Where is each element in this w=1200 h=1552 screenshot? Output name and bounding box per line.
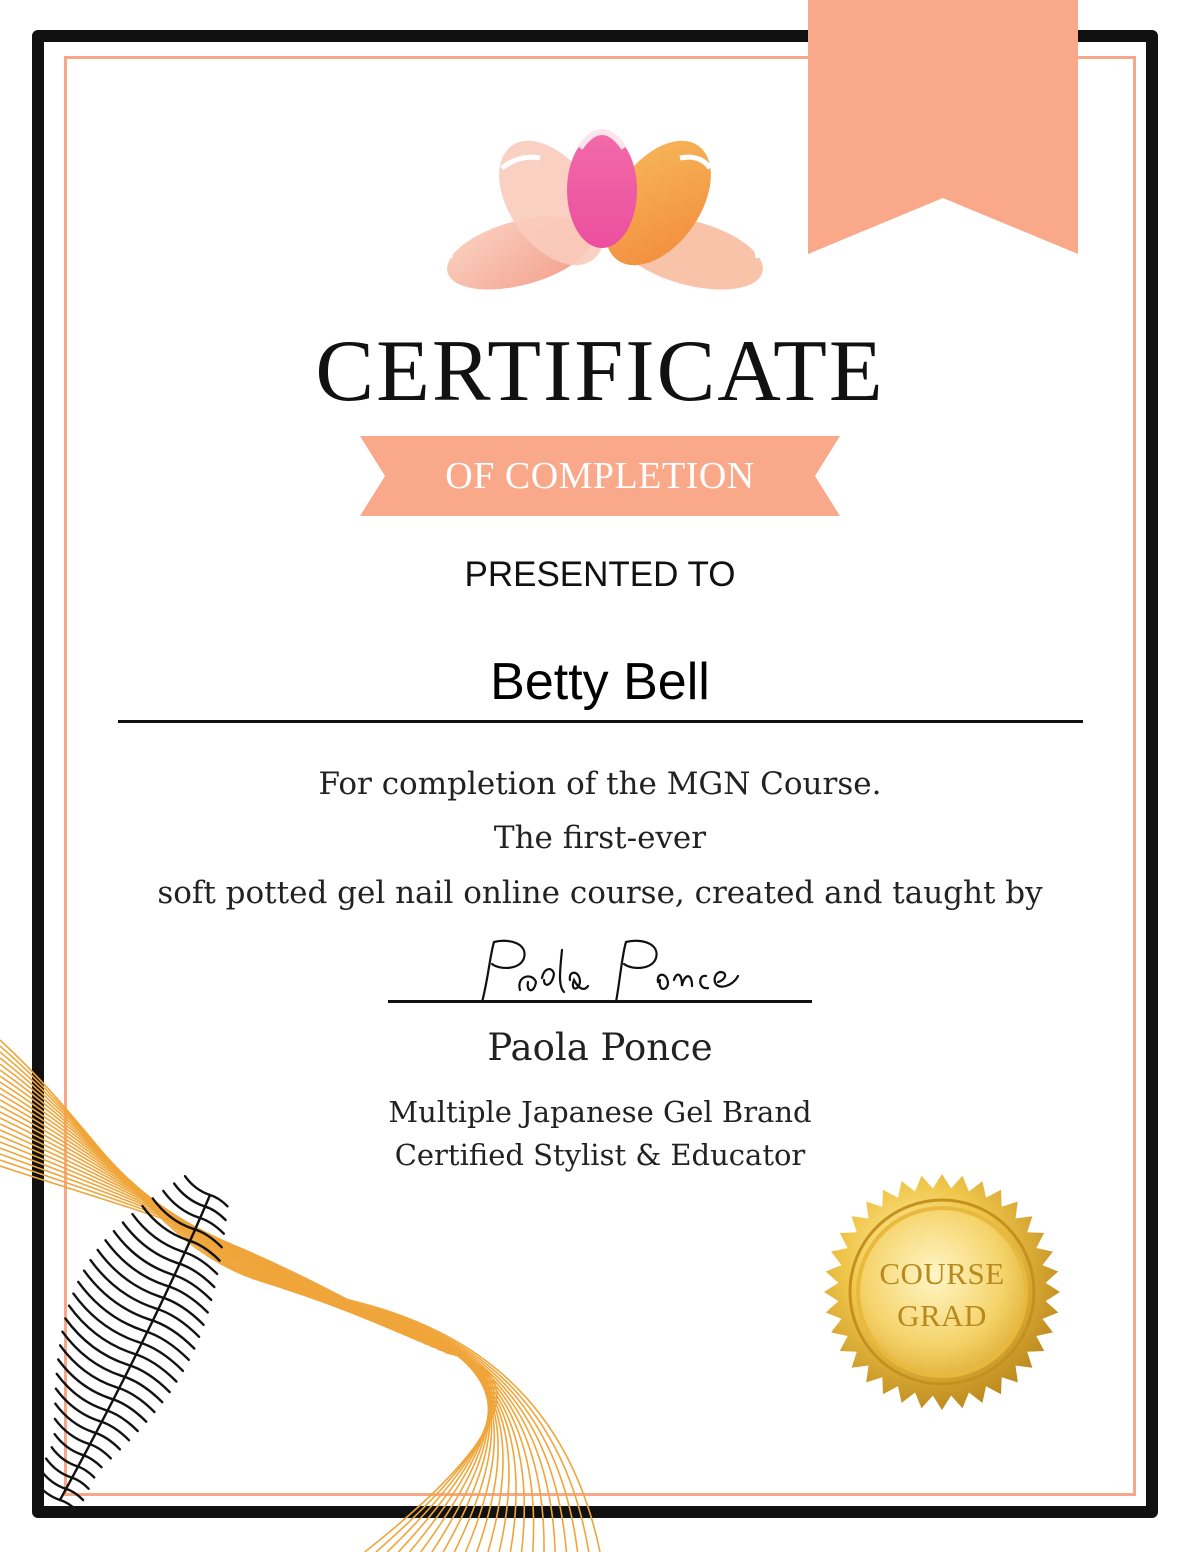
signer-credentials-line-1: Multiple Japanese Gel Brand: [388, 1095, 812, 1129]
seal-text-line-2: GRAD: [897, 1298, 987, 1333]
description-line-3: soft potted gel nail online course, created and taught by: [157, 875, 1043, 911]
handwritten-signature: [470, 930, 740, 1010]
seal-text-line-1: COURSE: [879, 1256, 1005, 1291]
certificate-subtitle: OF COMPLETION: [445, 455, 755, 497]
description-line-1: For completion of the MGN Course.: [318, 766, 882, 802]
signer-name: Paola Ponce: [487, 1026, 713, 1069]
recipient-underline: [118, 720, 1083, 723]
description-line-2: The first-ever: [493, 820, 707, 856]
certificate-title: CERTIFICATE: [315, 323, 885, 420]
fern-leaf-icon: [0, 1030, 660, 1552]
recipient-name: Betty Bell: [490, 653, 710, 711]
signer-credentials-line-2: Certified Stylist & Educator: [394, 1138, 806, 1172]
presented-to-label: PRESENTED TO: [464, 555, 736, 594]
nails-lotus-icon: [440, 118, 770, 298]
signature-line: [388, 1000, 812, 1003]
